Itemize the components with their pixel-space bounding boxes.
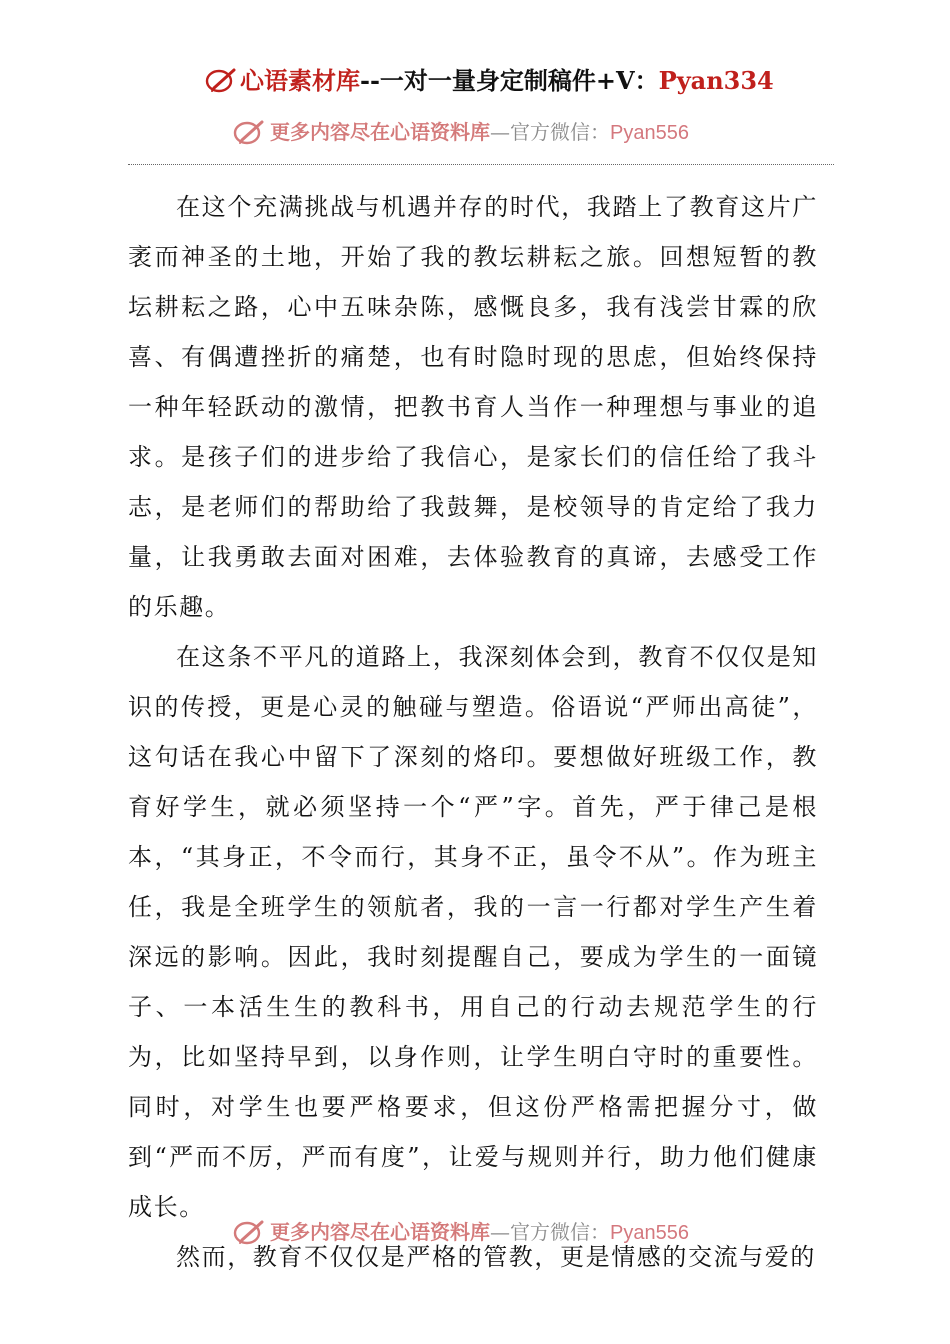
- footer-watermark: [270, 1216, 830, 1248]
- pen-logo-icon: [232, 118, 268, 146]
- subheader-wechat-id: Pyan556: [610, 122, 689, 144]
- header-contact-id: Pyan334: [658, 66, 774, 95]
- pen-logo-icon: [204, 66, 240, 94]
- brand-name: 心语素材库: [240, 66, 360, 95]
- footer-wechat-id: Pyan556: [610, 1222, 689, 1244]
- body-paragraph: 在这个充满挑战与机遇并存的时代，我踏上了教育这片广袤而神圣的土地，开始了我的教坛耕耘之旅。回想短暂的教坛耕耘之路，心中五味杂陈，感慨良多，我有浅尝甘霖的欣喜、有偶遭挫折的痛楚，也有时隐时现的思虑，但始终保持一种年轻跃动的激情，把教书育人当作一种理想与事业的追求。是孩子们的进步给了我信心，是家长们的信任给了我斗志，是老师们的帮助给了我鼓舞，是校领导的肯定给了我力量，让我勇敢去面对困难，去体验教育的真谛，去感受工作的乐趣。: [128, 193, 818, 621]
- header-banner: [240, 63, 840, 99]
- subheader-more-text: 更多内容尽在心语资料库: [270, 120, 490, 144]
- header-tagline: --一对一量身定制稿件+V：: [360, 66, 659, 95]
- subheader-official-label: —官方微信：: [490, 120, 610, 144]
- document-body: [128, 182, 818, 1282]
- footer-more-text: 更多内容尽在心语资料库: [270, 1220, 490, 1244]
- footer-official-label: —官方微信：: [490, 1220, 610, 1244]
- body-paragraph: 在这条不平凡的道路上，我深刻体会到，教育不仅仅是知识的传授，更是心灵的触碰与塑造。俗语说“严师出高徒”，这句话在我心中留下了深刻的烙印。要想做好班级工作，教育好学生，就必须坚持一个“严”字。首先，严于律己是根本，“其身正，不令而行，其身不正，虽令不从”。作为班主任，我是全班学生的领航者，我的一言一行都对学生产生着深远的影响。因此，我时刻提醒自己，要成为学生的一面镜子、一本活生生的教科书，用自己的行动去规范学生的行为，比如坚持早到，以身作则，让学生明白守时的重要性。同时，对学生也要严格要求，但这份严格需把握分寸，做到“严而不厉，严而有度”，让爱与规则并行，助力他们健康成长。: [128, 643, 818, 1221]
- body-paragraph: 然而，教育不仅仅是严格的管教，更是情感的交流与爱的: [176, 1243, 816, 1271]
- header-divider: [128, 164, 834, 165]
- subheader-watermark: [270, 116, 830, 148]
- pen-logo-icon: [232, 1218, 268, 1246]
